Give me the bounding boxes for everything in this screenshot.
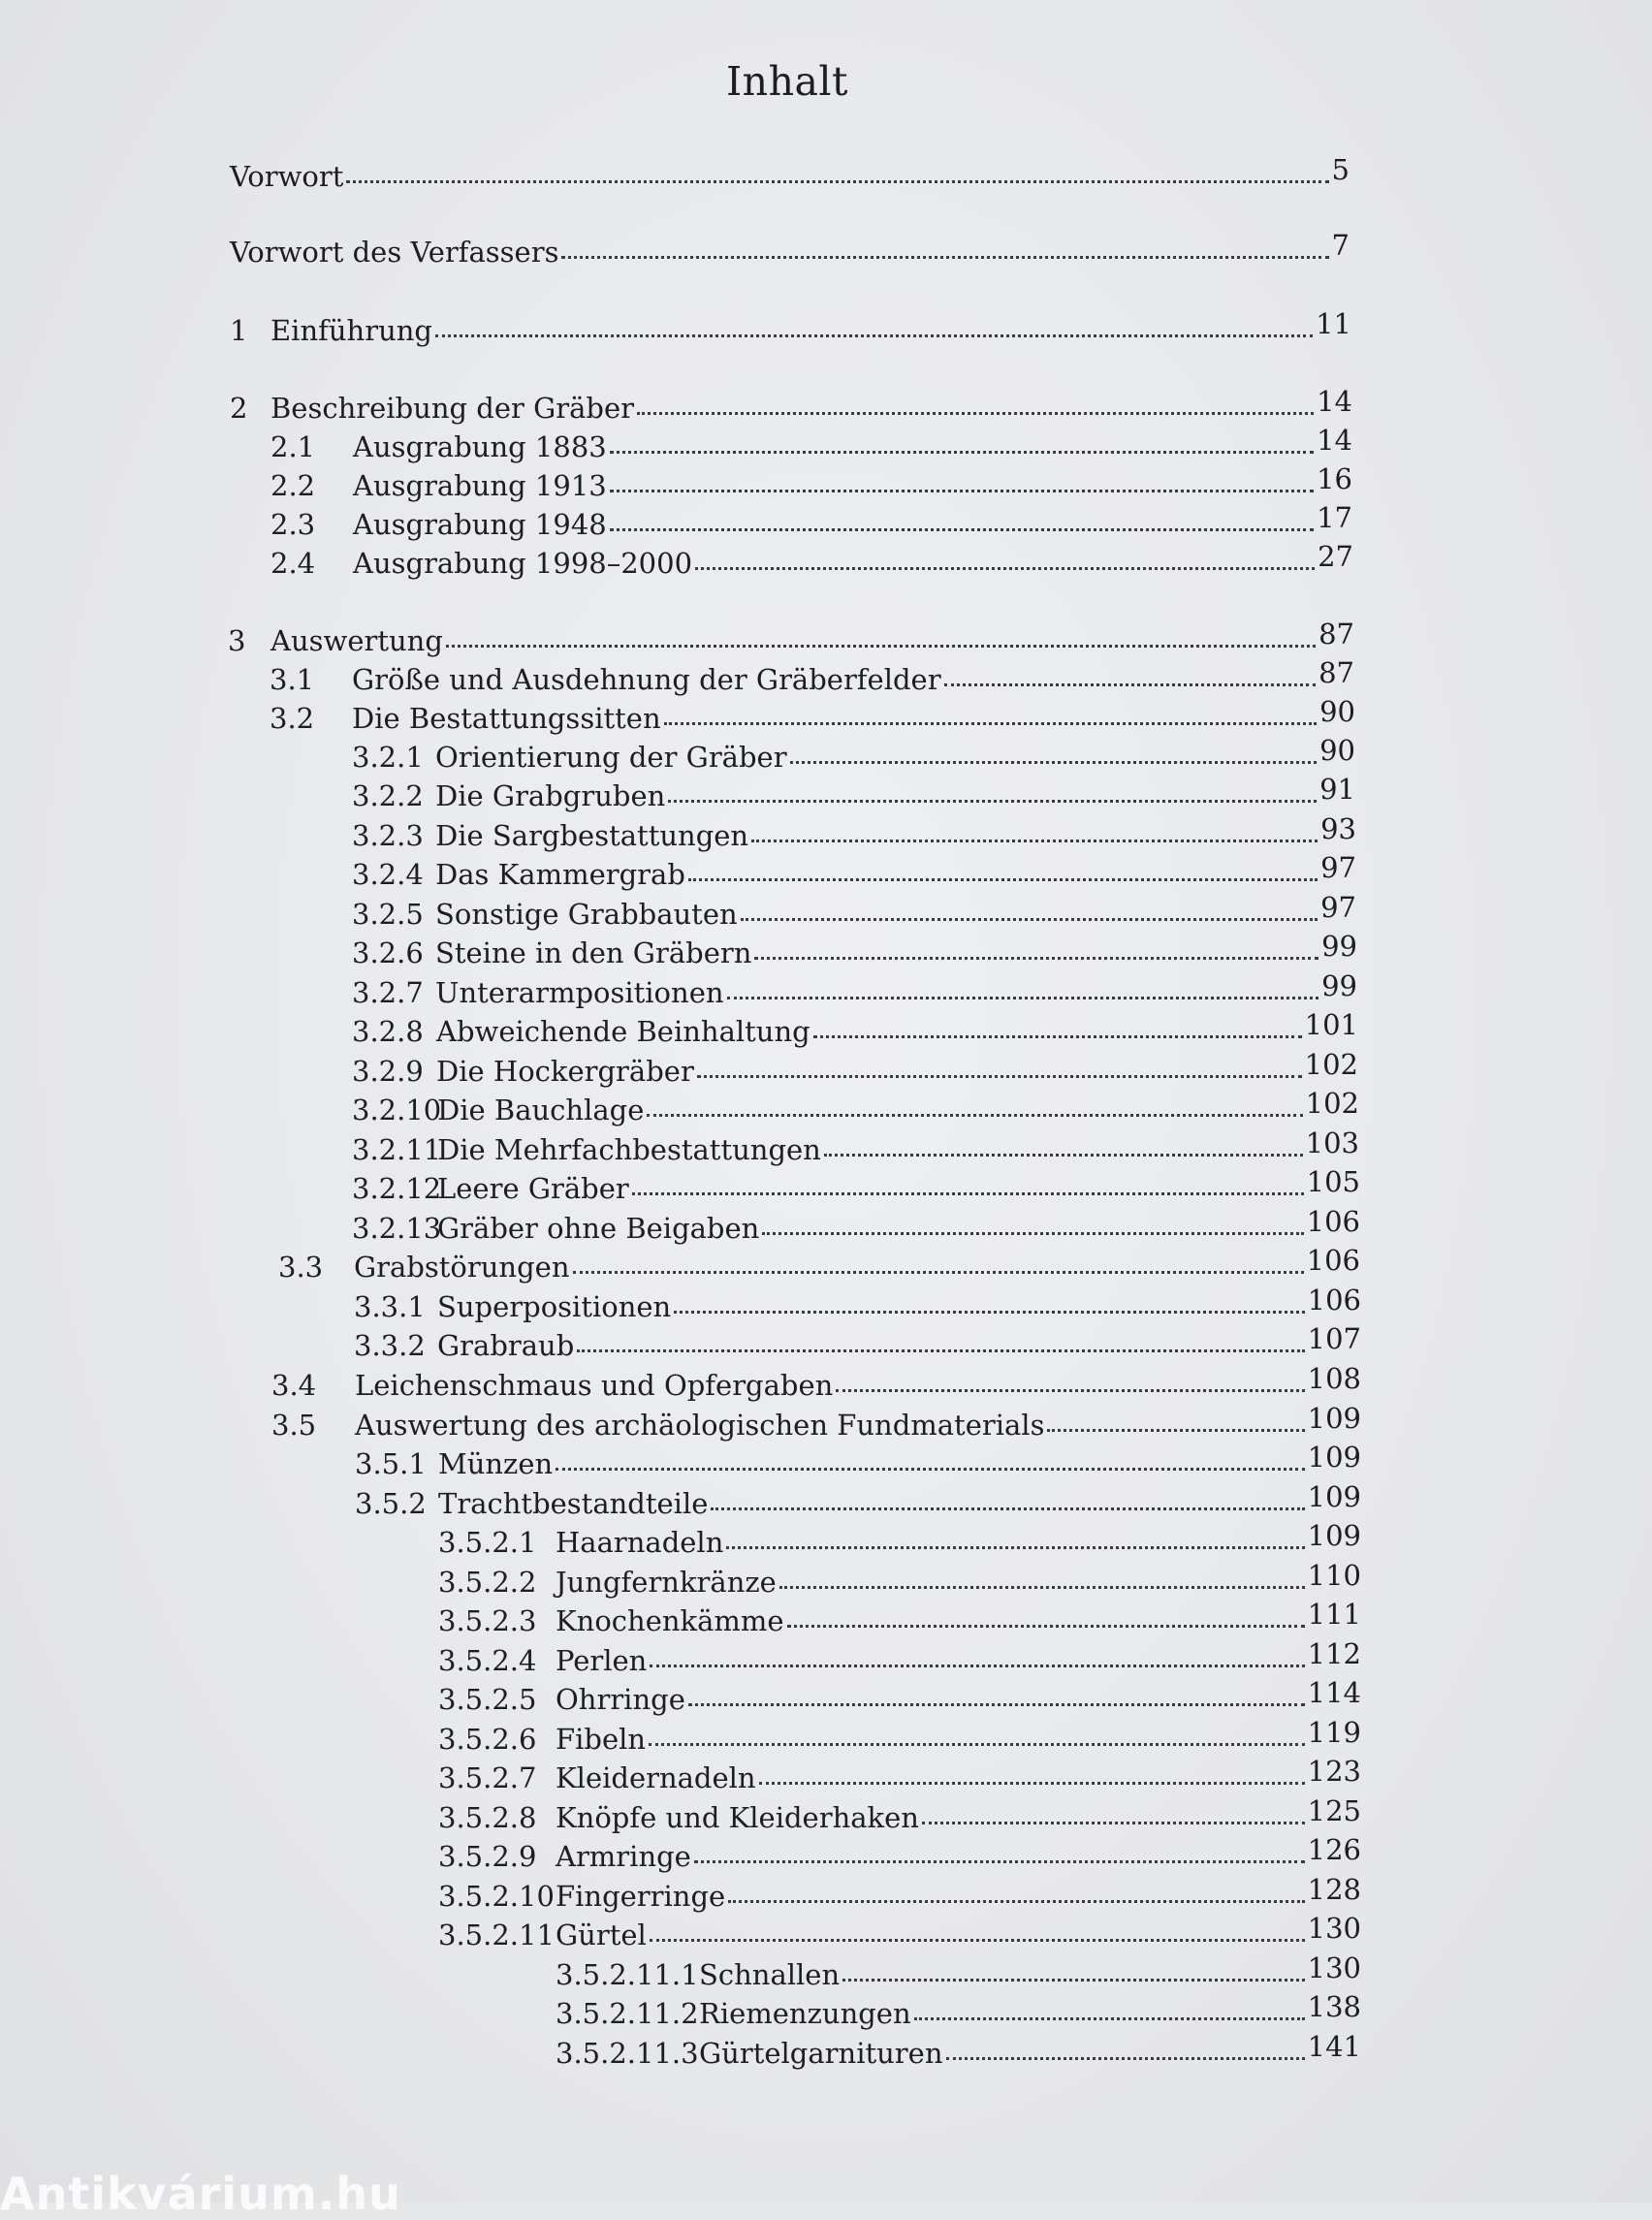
leader-dots (647, 1113, 1302, 1117)
toc-entry (352, 851, 1356, 893)
leader-dots (944, 682, 1317, 686)
toc-entry-page: 105 (1306, 1165, 1360, 1198)
leader-dots (668, 799, 1317, 803)
toc-entry (270, 424, 1352, 465)
toc-entry-label: Knochenkämme (556, 1604, 784, 1637)
toc-entry (438, 1519, 1361, 1561)
toc-entry (270, 656, 1354, 698)
toc-entry-page: 106 (1306, 1205, 1360, 1238)
leader-dots (697, 1074, 1302, 1078)
toc-entry-label: Trachtbestandteile (438, 1487, 709, 1520)
toc-entry-number: 3.5.2.6 (438, 1723, 537, 1756)
leader-dots (577, 1348, 1304, 1352)
toc-entry-number: 3.5.2.2 (438, 1566, 537, 1599)
leader-dots (435, 333, 1313, 337)
leader-dots (727, 996, 1319, 999)
toc-entry-label: Die Hockergräber (436, 1055, 694, 1088)
leader-dots (674, 1310, 1304, 1314)
toc-entry-label: Grabraub (437, 1329, 575, 1362)
toc-entry-number: 3.2.10 (352, 1094, 442, 1126)
leader-dots (610, 450, 1314, 454)
toc-entry-number: 3.5.2.11.3 (556, 2037, 699, 2070)
watermark-text: Antikvárium.hu (0, 2168, 401, 2220)
leader-dots (446, 644, 1316, 648)
leader-dots (637, 411, 1314, 415)
toc-entry-label: Vorwort (230, 160, 344, 193)
toc-entry-label: Abweichende Beinhaltung (436, 1015, 810, 1048)
toc-entry (352, 969, 1357, 1011)
toc-entry-label: Orientierung der Gräber (435, 741, 787, 774)
toc-entry (438, 1833, 1361, 1875)
toc-entry-number: 3.2.7 (352, 976, 424, 1009)
toc-entry-label: Sonstige Grabbauten (435, 898, 738, 931)
toc-entry-number: 3.5.2.9 (438, 1840, 537, 1873)
toc-entry-number: 3.2.12 (352, 1172, 442, 1205)
toc-entry-label: Leere Gräber (437, 1172, 629, 1205)
toc-entry-number: 3.5.2.10 (438, 1880, 555, 1913)
toc-entry-page: 126 (1307, 1833, 1361, 1866)
toc-entry-page: 119 (1307, 1716, 1361, 1749)
toc-entry-label: Fingerringe (556, 1880, 726, 1913)
toc-entry-number: 3.5.2.11.2 (556, 1997, 699, 2030)
toc-entry-number: 1 (230, 314, 248, 347)
leader-dots (754, 956, 1318, 960)
toc-entry-number: 3.5.2.5 (438, 1683, 537, 1716)
toc-entry (354, 1322, 1361, 1364)
toc-entry (352, 930, 1357, 971)
toc-entry-label: Knöpfe und Kleiderhaken (556, 1801, 919, 1834)
toc-entry-number: 3.3.1 (354, 1290, 426, 1323)
toc-entry-label: Fibeln (556, 1723, 647, 1756)
toc-entry-number: 3.5.1 (355, 1447, 427, 1480)
toc-entry-label: Ausgrabung 1998–2000 (353, 547, 693, 580)
toc-entry-label: Gürtelgarnituren (699, 2037, 943, 2070)
leader-dots (556, 1467, 1304, 1471)
toc-entry-label: Ohrringe (556, 1683, 685, 1716)
toc-entry-page: 90 (1319, 695, 1355, 728)
toc-entry-page: 103 (1305, 1126, 1359, 1159)
toc-entry-label: Ausgrabung 1913 (353, 469, 607, 502)
toc-entry-page: 14 (1317, 385, 1352, 418)
toc-entry (352, 773, 1355, 814)
toc-entry-label: Steine in den Gräbern (435, 936, 752, 969)
leader-dots (836, 1388, 1304, 1392)
toc-entry-label: Das Kammergrab (435, 858, 685, 891)
toc-entry-number: 2.4 (270, 547, 316, 580)
toc-entry-number: 3.2.13 (352, 1212, 442, 1245)
toc-entry-page: 91 (1319, 773, 1355, 806)
toc-entry (352, 734, 1355, 776)
toc-entry-page: 87 (1318, 656, 1354, 689)
page-title: Inhalt (725, 58, 849, 105)
toc-entry-number: 3.2.9 (352, 1055, 424, 1088)
leader-dots (779, 1585, 1305, 1589)
toc-entry (556, 1951, 1361, 1993)
leader-dots (346, 179, 1328, 183)
toc-entry (438, 1755, 1361, 1796)
toc-entry-page: 128 (1307, 1873, 1361, 1906)
toc-entry (352, 1008, 1358, 1050)
leader-dots (610, 489, 1314, 492)
toc-entry-page: 108 (1307, 1362, 1361, 1395)
leader-dots (650, 1664, 1304, 1667)
toc-entry-page: 16 (1317, 462, 1352, 495)
toc-entry-page: 5 (1331, 153, 1350, 186)
toc-entry-page: 97 (1320, 891, 1356, 924)
leader-dots (787, 1624, 1305, 1628)
toc-entry-page: 110 (1307, 1559, 1361, 1592)
leader-dots (813, 1034, 1302, 1038)
toc-entry-label: Unterarmpositionen (435, 976, 724, 1009)
toc-entry-number: 3.5.2.3 (438, 1604, 537, 1637)
toc-entry-label: Beschreibung der Gräber (270, 392, 634, 425)
toc-entry-number: 3.2.6 (352, 936, 424, 969)
toc-entry-number: 3.5.2.1 (438, 1526, 537, 1559)
toc-entry-number: 3 (228, 624, 246, 657)
toc-entry (438, 1794, 1361, 1836)
toc-entry-number: 3.2.3 (352, 819, 424, 852)
leader-dots (610, 527, 1314, 531)
toc-entry-number: 3.5.2.11 (438, 1919, 555, 1951)
toc-entry-page: 106 (1307, 1284, 1361, 1316)
toc-entry-page: 93 (1320, 812, 1356, 845)
toc-entry (354, 1284, 1361, 1325)
toc-entry-label: Auswertung (270, 624, 443, 657)
toc-entry (438, 1637, 1361, 1679)
toc-entry-page: 99 (1321, 930, 1357, 963)
leader-dots (728, 1899, 1304, 1903)
leader-dots (824, 1153, 1303, 1157)
toc-entry-page: 130 (1307, 1912, 1361, 1945)
toc-entry-page: 107 (1307, 1322, 1361, 1355)
toc-entry-page: 87 (1318, 618, 1354, 650)
leader-dots (762, 1231, 1303, 1235)
toc-entry (438, 1912, 1361, 1953)
toc-entry-page: 109 (1307, 1441, 1361, 1474)
toc-entry (438, 1716, 1361, 1758)
leader-dots (759, 1781, 1305, 1785)
toc-entry (270, 540, 1353, 582)
toc-entry-page: 112 (1307, 1637, 1361, 1670)
toc-entry-page: 11 (1316, 307, 1351, 340)
toc-entry-label: Die Bestattungssitten (352, 702, 661, 735)
leader-dots (688, 1702, 1305, 1706)
toc-entry-page: 130 (1307, 1951, 1361, 1984)
toc-entry (355, 1441, 1361, 1482)
toc-entry-number: 3.2.11 (352, 1133, 442, 1166)
toc-entry-page: 106 (1306, 1244, 1360, 1277)
leader-dots (842, 1978, 1304, 1982)
toc-entry-number: 3.5.2.7 (438, 1761, 537, 1794)
toc-entry-page: 123 (1307, 1755, 1361, 1788)
leader-dots (751, 839, 1318, 842)
toc-entry-number: 3.2.5 (352, 898, 424, 931)
toc-entry-page: 7 (1331, 229, 1350, 262)
toc-entry (355, 1480, 1361, 1522)
toc-entry-number: 3.3 (278, 1251, 324, 1284)
toc-entry-label: Superpositionen (437, 1290, 672, 1323)
toc-entry (271, 1362, 1361, 1404)
toc-entry-page: 27 (1318, 540, 1353, 573)
toc-entry-page: 102 (1304, 1048, 1358, 1081)
toc-entry-number: 3.5.2.11.1 (556, 1958, 699, 1991)
toc-entry-page: 17 (1317, 501, 1352, 534)
toc-entry-number: 3.3.2 (354, 1329, 426, 1362)
toc-entry-label: Ausgrabung 1883 (353, 430, 607, 463)
toc-entry (230, 153, 1350, 195)
toc-entry (352, 812, 1356, 854)
leader-dots (922, 1821, 1305, 1824)
toc-entry (271, 1402, 1361, 1443)
leader-dots (726, 1545, 1304, 1549)
toc-entry-label: Münzen (438, 1447, 554, 1480)
toc-entry-number: 3.2 (270, 702, 315, 735)
toc-entry-page: 99 (1321, 969, 1357, 1002)
toc-entry-label: Die Sargbestattungen (435, 819, 749, 852)
toc-entry-number: 3.2.8 (352, 1015, 424, 1048)
toc-entry-page: 141 (1307, 2030, 1361, 2063)
toc-entry (352, 1205, 1360, 1247)
toc-entry (352, 1126, 1359, 1168)
toc-entry-label: Perlen (556, 1644, 648, 1677)
toc-entry-number: 3.5.2.8 (438, 1801, 537, 1834)
toc-entry-page: 109 (1307, 1519, 1361, 1552)
toc-entry-label: Auswertung des archäologischen Fundmaterials (355, 1409, 1045, 1442)
leader-dots (688, 877, 1318, 881)
toc-entry (278, 1244, 1360, 1285)
toc-entry (352, 891, 1356, 933)
toc-entry (230, 229, 1350, 270)
toc-entry-page: 109 (1307, 1402, 1361, 1435)
toc-entry (438, 1559, 1361, 1601)
leader-dots (561, 255, 1328, 259)
toc-entry (352, 1048, 1358, 1090)
toc-entry-page: 101 (1304, 1008, 1358, 1041)
toc-entry (438, 1598, 1361, 1639)
toc-entry-label: Ausgrabung 1948 (353, 508, 607, 541)
toc-entry (270, 695, 1355, 737)
toc-entry-number: 2.3 (270, 508, 316, 541)
leader-dots (632, 1191, 1304, 1195)
leader-dots (695, 566, 1315, 570)
toc-entry-number: 3.4 (271, 1369, 317, 1402)
leader-dots (649, 1742, 1305, 1746)
leader-dots (914, 2016, 1305, 2020)
leader-dots (790, 760, 1318, 764)
leader-dots (946, 2056, 1305, 2060)
toc-entry-number: 3.2.1 (352, 741, 424, 774)
toc-entry (352, 1165, 1360, 1207)
toc-entry-label: Die Grabgruben (435, 779, 666, 812)
toc-entry-page: 125 (1307, 1794, 1361, 1827)
toc-entry-page: 97 (1320, 851, 1356, 884)
toc-entry-page: 90 (1319, 734, 1355, 767)
toc-entry-number: 2.2 (270, 469, 316, 502)
toc-entry-label: Grabstörungen (354, 1251, 570, 1284)
toc-entry-number: 3.5 (271, 1409, 317, 1442)
toc-entry-page: 114 (1307, 1676, 1361, 1709)
toc-entry-label: Größe und Ausdehnung der Gräberfelder (352, 663, 941, 696)
toc-entry-number: 3.1 (270, 663, 315, 696)
toc-entry-number: 3.2.4 (352, 858, 424, 891)
toc-entry-label: Vorwort des Verfassers (230, 236, 559, 269)
leader-dots (694, 1859, 1305, 1863)
leader-dots (664, 721, 1317, 725)
toc-entry-page: 111 (1307, 1598, 1361, 1631)
toc-entry-label: Armringe (556, 1840, 691, 1873)
toc-entry-label: Jungfernkränze (556, 1566, 777, 1599)
leader-dots (711, 1506, 1304, 1510)
toc-entry-label: Die Mehrfachbestattungen (437, 1133, 821, 1166)
toc-entry-label: Die Bauchlage (437, 1094, 645, 1126)
toc-entry-label: Kleidernadeln (556, 1761, 756, 1794)
toc-entry-label: Haarnadeln (556, 1526, 724, 1559)
toc-entry-label: Gräber ohne Beigaben (437, 1212, 760, 1245)
leader-dots (1047, 1428, 1304, 1432)
toc-entry-label: Riemenzungen (699, 1997, 911, 2030)
toc-entry-label: Schnallen (699, 1958, 841, 1991)
leader-dots (650, 1938, 1305, 1942)
toc-entry-page: 14 (1317, 424, 1352, 457)
toc-entry (438, 1873, 1361, 1915)
toc-entry (230, 385, 1352, 427)
toc-entry (270, 501, 1352, 543)
toc-entry-page: 109 (1307, 1480, 1361, 1513)
toc-entry-page: 102 (1305, 1087, 1359, 1120)
toc-entry-label: Gürtel (556, 1919, 647, 1951)
toc-entry-label: Leichenschmaus und Opfergaben (355, 1369, 834, 1402)
toc-entry (352, 1087, 1359, 1128)
toc-entry-number: 3.2.2 (352, 779, 424, 812)
toc-entry (556, 1990, 1361, 2032)
toc-entry (230, 307, 1351, 349)
toc-entry (438, 1676, 1361, 1718)
toc-entry-number: 2 (230, 392, 248, 425)
toc-entry-page: 138 (1307, 1990, 1361, 2023)
toc-entry (228, 618, 1354, 659)
toc-entry-number: 3.5.2 (355, 1487, 427, 1520)
toc-entry-number: 3.5.2.4 (438, 1644, 537, 1677)
leader-dots (741, 917, 1318, 921)
leader-dots (573, 1270, 1304, 1274)
toc-entry-label: Einführung (270, 314, 432, 347)
toc-entry-number: 2.1 (270, 430, 316, 463)
toc-entry (270, 462, 1352, 504)
toc-entry (556, 2030, 1361, 2072)
